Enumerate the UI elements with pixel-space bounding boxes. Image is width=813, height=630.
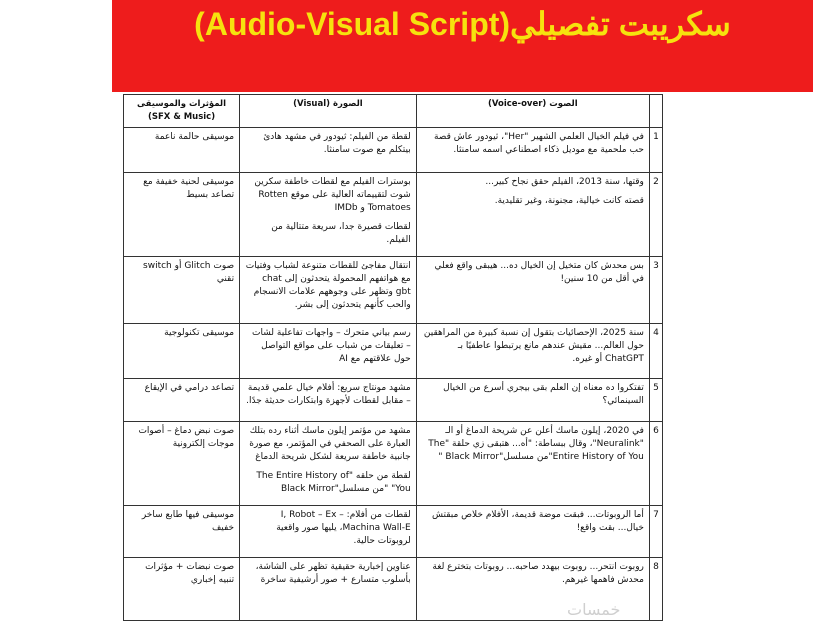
voiceover-cell-text: تفتكروا ده معناه إن العلم بقى بيجري أسرع من الخيال السينمائي؟	[443, 383, 644, 406]
row-number: 1	[649, 128, 662, 173]
sfx-cell-text: صوت Glitch أو switch تقني	[143, 261, 235, 284]
voiceover-cell-text: روبوت انتحر... روبوت بيهدد صاحبه... روبوتات بتخترع لغة محدش فاهمها غيرهم.	[432, 562, 644, 585]
sfx-cell	[124, 506, 240, 558]
banner-title: (Audio-Visual Script)سكريبت تفصيلي	[194, 6, 731, 42]
row-number: 3	[649, 257, 662, 324]
voiceover-cell	[416, 506, 649, 558]
header-voiceover: الصوت (Voice-over)	[416, 95, 649, 128]
sfx-cell	[124, 257, 240, 324]
row-number: 2	[649, 173, 662, 257]
table-row	[124, 506, 663, 558]
visual-cell-text: لقطات من أفلام: – I, Robot – Ex Machina Wall-E، يليها صور واقعية لروبوتات حالية.	[276, 510, 411, 546]
voiceover-cell-text: بس محدش كان متخيل إن الخيال ده... هيبقى واقع فعلي في أقل من 10 سنين!	[434, 261, 644, 284]
voiceover-cell	[416, 128, 649, 173]
voiceover-cell-text: في فيلم الخيال العلمي الشهير "Her"، ثيودور عاش قصة حب ملحمية مع موديل ذكاء اصطناعي اسمه سامنثا.	[433, 132, 644, 155]
row-number: 7	[649, 506, 662, 558]
script-table	[123, 94, 663, 621]
sfx-cell	[124, 422, 240, 506]
row-number: 6	[649, 422, 662, 506]
table-row	[124, 324, 663, 379]
sfx-cell	[124, 128, 240, 173]
voiceover-cell-text: سنة 2025، الإحصائيات بتقول إن نسبة كبيرة من المراهقين حول العالم... مقيش عندهم مانع يرتبطوا عاطفيًا بـ ChatGPT أو غيره.	[423, 328, 644, 364]
visual-cell	[240, 173, 417, 257]
table-header-row	[124, 95, 663, 128]
visual-cell-text: عناوين إخبارية حقيقية تظهر على الشاشة، بأسلوب متسارع + صور أرشيفية ساخرة	[255, 562, 411, 585]
visual-cell	[240, 128, 417, 173]
visual-cell	[240, 506, 417, 558]
table-row	[124, 173, 663, 257]
table-row	[124, 257, 663, 324]
row-number: 5	[649, 379, 662, 422]
voiceover-cell	[416, 324, 649, 379]
visual-cell	[240, 257, 417, 324]
title-banner	[112, 0, 813, 92]
visual-cell-text: لقطات قصيرة جدا، سريعة متتالية من الفيلم.	[271, 222, 411, 245]
visual-cell-text: مشهد من مؤتمر إيلون ماسك أثناء رده بتلك العبارة على الصحفي في المؤتمر، مع صورة جانبية خاطفة سريعة لشكل شريحة الدماغ	[249, 426, 411, 462]
row-number: 8	[649, 558, 662, 621]
sfx-cell-text: صوت نبض دماغ – أصوات موجات إلكترونية	[138, 426, 235, 449]
visual-cell-text: لقطة من حلقه "The Entire History of You" "من مسلسل"Black Mirror	[256, 471, 411, 494]
sfx-cell-text: موسيقى فيها طابع ساخر خفيف	[141, 510, 235, 533]
sfx-cell-text: موسيقى حالمة ناعمة	[154, 132, 235, 142]
visual-cell	[240, 558, 417, 621]
visual-cell	[240, 422, 417, 506]
voiceover-cell	[416, 379, 649, 422]
header-sfx: المؤثرات والموسيقى (SFX & Music)	[124, 95, 240, 128]
voiceover-cell-text: وقتها، سنة 2013، الفيلم حقق نجاح كبير...	[485, 177, 644, 187]
table-body	[124, 128, 663, 621]
visual-cell-text: رسم بياني متحرك – واجهات تفاعلية لشات – تعليقات من شباب على مواقع التواصل حول علاقتهم مع AI	[252, 328, 411, 364]
visual-cell-text: مشهد مونتاج سريع: أفلام خيال علمي قديمة – مقابل لقطات لأجهزة وابتكارات حديثة جدًا.	[246, 383, 411, 406]
header-visual: الصورة (Visual)	[240, 95, 417, 128]
voiceover-cell-text: قصته كانت خيالية، مجنونة، وغير تقليدية.	[494, 196, 644, 206]
sfx-cell	[124, 379, 240, 422]
visual-cell-text: لقطة من الفيلم: ثيودور في مشهد هادئ بيتكلم مع صوت سامنثا.	[263, 132, 411, 155]
row-number: 4	[649, 324, 662, 379]
table-row	[124, 379, 663, 422]
visual-cell-text: انتقال مفاجئ للقطات متنوعة لشباب وفتيات مع هواتفهم المحمولة يتحدثون إلى chat gbt وتظهر على وجوههم علامات الانسجام والحب كأنهم يتحدثون إلى بشر.	[245, 261, 411, 310]
watermark: خمسات	[567, 600, 621, 619]
voiceover-cell	[416, 173, 649, 257]
sfx-cell	[124, 324, 240, 379]
visual-cell-text: بوسترات الفيلم مع لقطات خاطفة سكرين شوت لتقييماته العالية على موقع Rotten Tomatoes و IMDb	[254, 177, 411, 213]
voiceover-cell-text: أما الروبوتات... فبقت موضة قديمة، الأفلام خلاص مبقتش خيال... بقت واقع!	[432, 510, 644, 533]
visual-cell	[240, 324, 417, 379]
sfx-cell-text: موسيقى تكنولوجية	[164, 328, 235, 338]
voiceover-cell	[416, 257, 649, 324]
voiceover-cell-text: في 2020، إيلون ماسك أعلن عن شريحة الدماغ أو الـ "Neuralink"، وقال ببساطة: "أه... هتبقى زي حلقة "The Entire History of You"من مسلسل"Black Mirror "	[428, 426, 644, 462]
voiceover-cell	[416, 422, 649, 506]
header-number	[649, 95, 662, 128]
sfx-cell	[124, 558, 240, 621]
visual-cell	[240, 379, 417, 422]
table-row	[124, 128, 663, 173]
sfx-cell-text: تصاعد درامي في الإيقاع	[144, 383, 235, 393]
sfx-cell	[124, 173, 240, 257]
sfx-cell-text: موسيقى لحنية خفيفة مع تصاعد بسيط	[143, 177, 235, 200]
sfx-cell-text: صوت نبضات + مؤثرات تنبيه إخباري	[145, 562, 235, 585]
table-row	[124, 422, 663, 506]
